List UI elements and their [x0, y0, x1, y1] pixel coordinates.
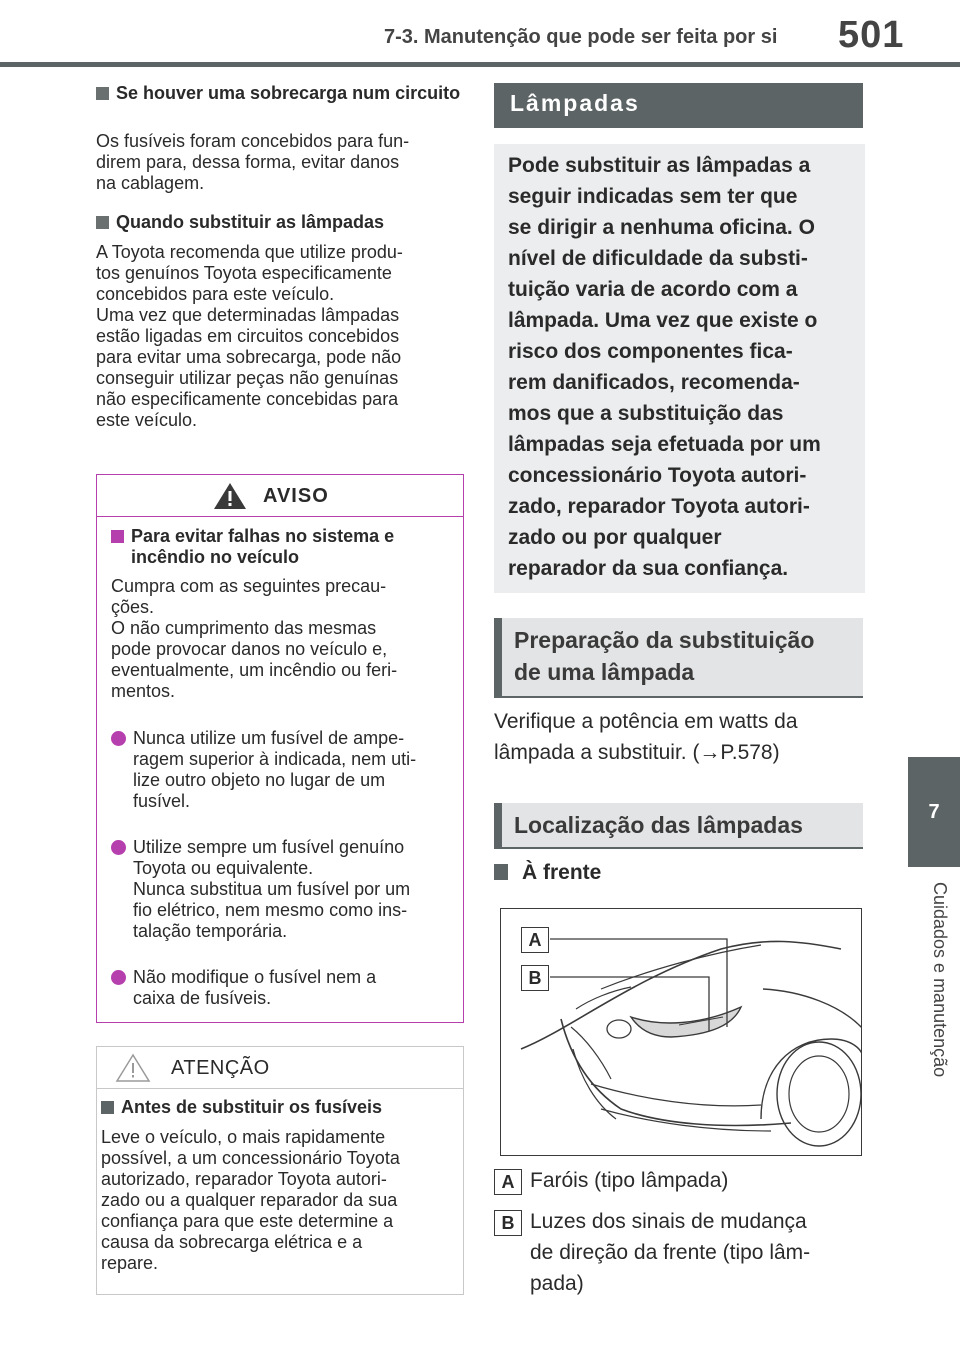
- warning-heading: Para evitar falhas no sistema e incêndio no veículo: [111, 526, 451, 568]
- header-divider: [0, 62, 960, 67]
- lampadas-title: Lâmpadas: [494, 83, 863, 128]
- warning-title: AVISO: [263, 485, 329, 507]
- callout-a: A: [521, 927, 549, 953]
- page-number: 501: [838, 14, 905, 56]
- prep-section-title: Preparação da substituição de uma lâmpada: [494, 618, 863, 698]
- warning-bullet: Nunca utilize um fusível de ampe- ragem superior à indicada, nem uti- lize outro objeto no lugar de um fusível.: [111, 728, 456, 812]
- square-bullet-icon: [494, 864, 508, 880]
- caution-triangle-icon: [115, 1053, 151, 1083]
- square-bullet-icon: [96, 87, 109, 100]
- car-front-illustration: [501, 909, 862, 1156]
- square-bullet-icon: [101, 1101, 114, 1114]
- legend-key: A: [494, 1169, 522, 1195]
- location-section-title: Localização das lâmpadas: [494, 803, 863, 849]
- callout-b: B: [521, 965, 549, 991]
- circle-bullet-icon: [111, 970, 126, 985]
- legend-text: Faróis (tipo lâmpada): [530, 1169, 729, 1192]
- car-front-figure: [500, 908, 862, 1156]
- prep-text: Verifique a potência em watts da lâmpada a substituir. (→P.578): [494, 710, 798, 764]
- caution-heading: Antes de substituir os fusíveis: [101, 1097, 456, 1118]
- circle-bullet-icon: [111, 840, 126, 855]
- legend-key: B: [494, 1210, 522, 1236]
- warning-bullet: Não modifique o fusível nem a caixa de fusíveis.: [111, 967, 456, 1009]
- legend-item: [494, 1206, 864, 1299]
- replace-heading: Quando substituir as lâmpadas: [96, 212, 466, 233]
- legend-item: [494, 1165, 864, 1196]
- caution-header: [97, 1047, 463, 1089]
- square-bullet-icon: [96, 216, 109, 229]
- legend-text: Luzes dos sinais de mudança de direção da frente (tipo lâm- pada): [530, 1210, 811, 1295]
- intro-box: Pode substituir as lâmpadas a seguir indicadas sem ter que se dirigir a nenhuma oficina. O nível de dificuldade da substi- tuição varia de acordo com a lâmpada. Uma vez que existe o risco dos componentes fica- rem danificados, recomenda- mos que a substituição das lâmpadas seja efetuada por um concessionário Toyota autori- zado, reparador Toyota autori- zado ou por qualquer reparador da sua confiança.: [494, 144, 865, 593]
- overload-text: Os fusíveis foram concebidos para fun- direm para, dessa forma, evitar danos na cablagem.: [96, 131, 410, 193]
- replace-text: A Toyota recomenda que utilize produ- tos genuínos Toyota especificamente concebidos para este veículo. Uma vez que determinadas lâmpadas estão ligadas em circuitos concebidos para evitar uma sobrecarga, pode não conseguir utilizar peças não genuínas não especificamente concebidas para este veículo.: [96, 242, 403, 430]
- warning-triangle-icon: [212, 481, 248, 511]
- chapter-label: Cuidados e manutenção: [930, 882, 950, 1078]
- front-heading: À frente: [494, 861, 601, 885]
- caution-title: ATENÇÃO: [171, 1057, 270, 1079]
- warning-header: [97, 475, 463, 517]
- warning-box: [96, 474, 464, 1023]
- overload-heading: Se houver uma sobrecarga num circuito: [96, 83, 466, 104]
- warning-text: Cumpra com as seguintes precau- ções. O não cumprimento das mesmas pode provocar danos no veículo e, eventualmente, um incêndio ou feri- mentos.: [111, 576, 398, 701]
- section-title: 7-3. Manutenção que pode ser feita por si: [384, 26, 778, 48]
- square-bullet-icon: [111, 530, 124, 543]
- caution-box: [96, 1046, 464, 1295]
- warning-bullet: Utilize sempre um fusível genuíno Toyota ou equivalente. Nunca substitua um fusível por um fio elétrico, nem mesmo como ins- talação temporária.: [111, 837, 456, 942]
- chapter-tab[interactable]: 7: [908, 757, 960, 867]
- circle-bullet-icon: [111, 731, 126, 746]
- caution-text: Leve o veículo, o mais rapidamente possível, a um concessionário Toyota autorizado, reparador Toyota autori- zado ou a qualquer reparador da sua confiança para que este determine a causa da sobrecarga elétrica e a repare.: [101, 1127, 400, 1273]
